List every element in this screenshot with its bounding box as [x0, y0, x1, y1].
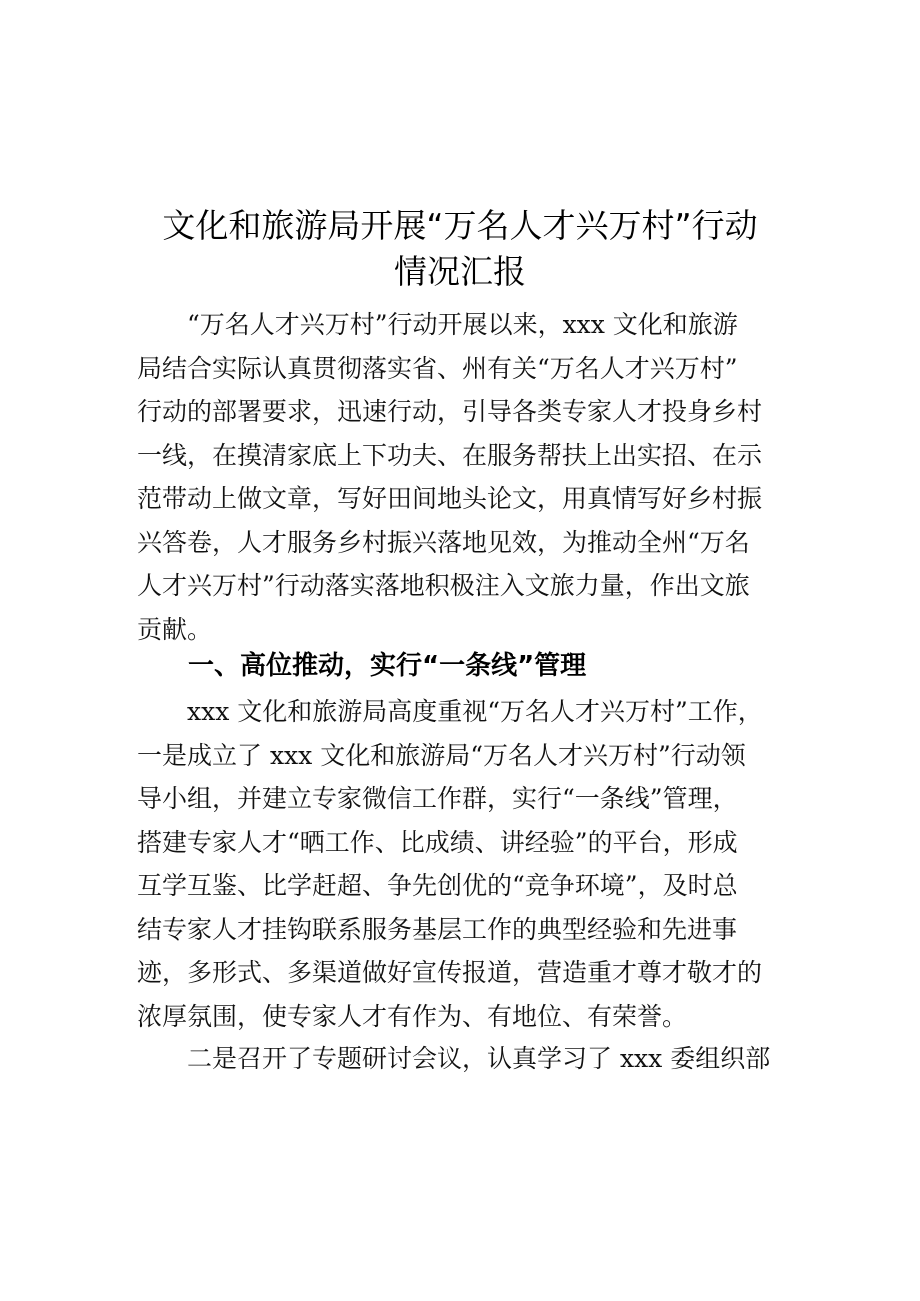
section-1-paragraph: [137, 690, 797, 1038]
document-title-line-1: 文化和旅游局开展“万名人才兴万村”行动: [162, 206, 758, 245]
text-line: 互学互鉴、比学赶超、争先创优的“竞争环境”，及时总: [137, 871, 738, 900]
text-line: 兴答卷，人才服务乡村振兴落地见效，为推动全州“万名: [137, 527, 750, 557]
text-line: 贡献。: [137, 614, 213, 644]
text-line: 人才兴万村”行动落实落地积极注入文旅力量，作出文旅: [137, 571, 750, 600]
text-line: xxx 文化和旅游局高度重视“万名人才兴万村”工作，: [187, 697, 763, 726]
section-heading-1: 一、高位推动，实行“一条线”管理: [188, 651, 587, 681]
text-line: 二是召开了专题研讨会议，认真学习了 xxx 委组织部: [187, 1044, 771, 1073]
text-line: “万名人才兴万村”行动开展以来，xxx 文化和旅游: [187, 310, 738, 339]
document-title-line-2: 情况汇报: [394, 252, 526, 291]
intro-paragraph: [137, 303, 797, 651]
text-line: 导小组，并建立专家微信工作群，实行“一条线”管理，: [137, 784, 738, 813]
section-1-paragraph-2: [137, 1037, 797, 1081]
text-line: 局结合实际认真贯彻落实省、州有关“万名人才兴万村”: [137, 353, 738, 383]
text-line: 一是成立了 xxx 文化和旅游局“万名人才兴万村”行动领: [137, 740, 746, 770]
text-line: 行动的部署要求，迅速行动，引导各类专家人才投身乡村: [137, 397, 763, 426]
text-line: 迹，多形式、多渠道做好宣传报道，营造重才尊才敬才的: [137, 958, 763, 987]
text-line: 浓厚氛围，使专家人才有作为、有地位、有荣誉。: [137, 1001, 688, 1031]
text-line: 结专家人才挂钩联系服务基层工作的典型经验和先进事: [137, 914, 738, 944]
text-line: 搭建专家人才“晒工作、比成绩、讲经验”的平台，形成: [137, 827, 738, 857]
text-line: 一线，在摸清家底上下功夫、在服务帮扶上出实招、在示: [137, 440, 763, 470]
text-line: 范带动上做文章，写好田间地头论文，用真情写好乡村振: [137, 484, 763, 513]
